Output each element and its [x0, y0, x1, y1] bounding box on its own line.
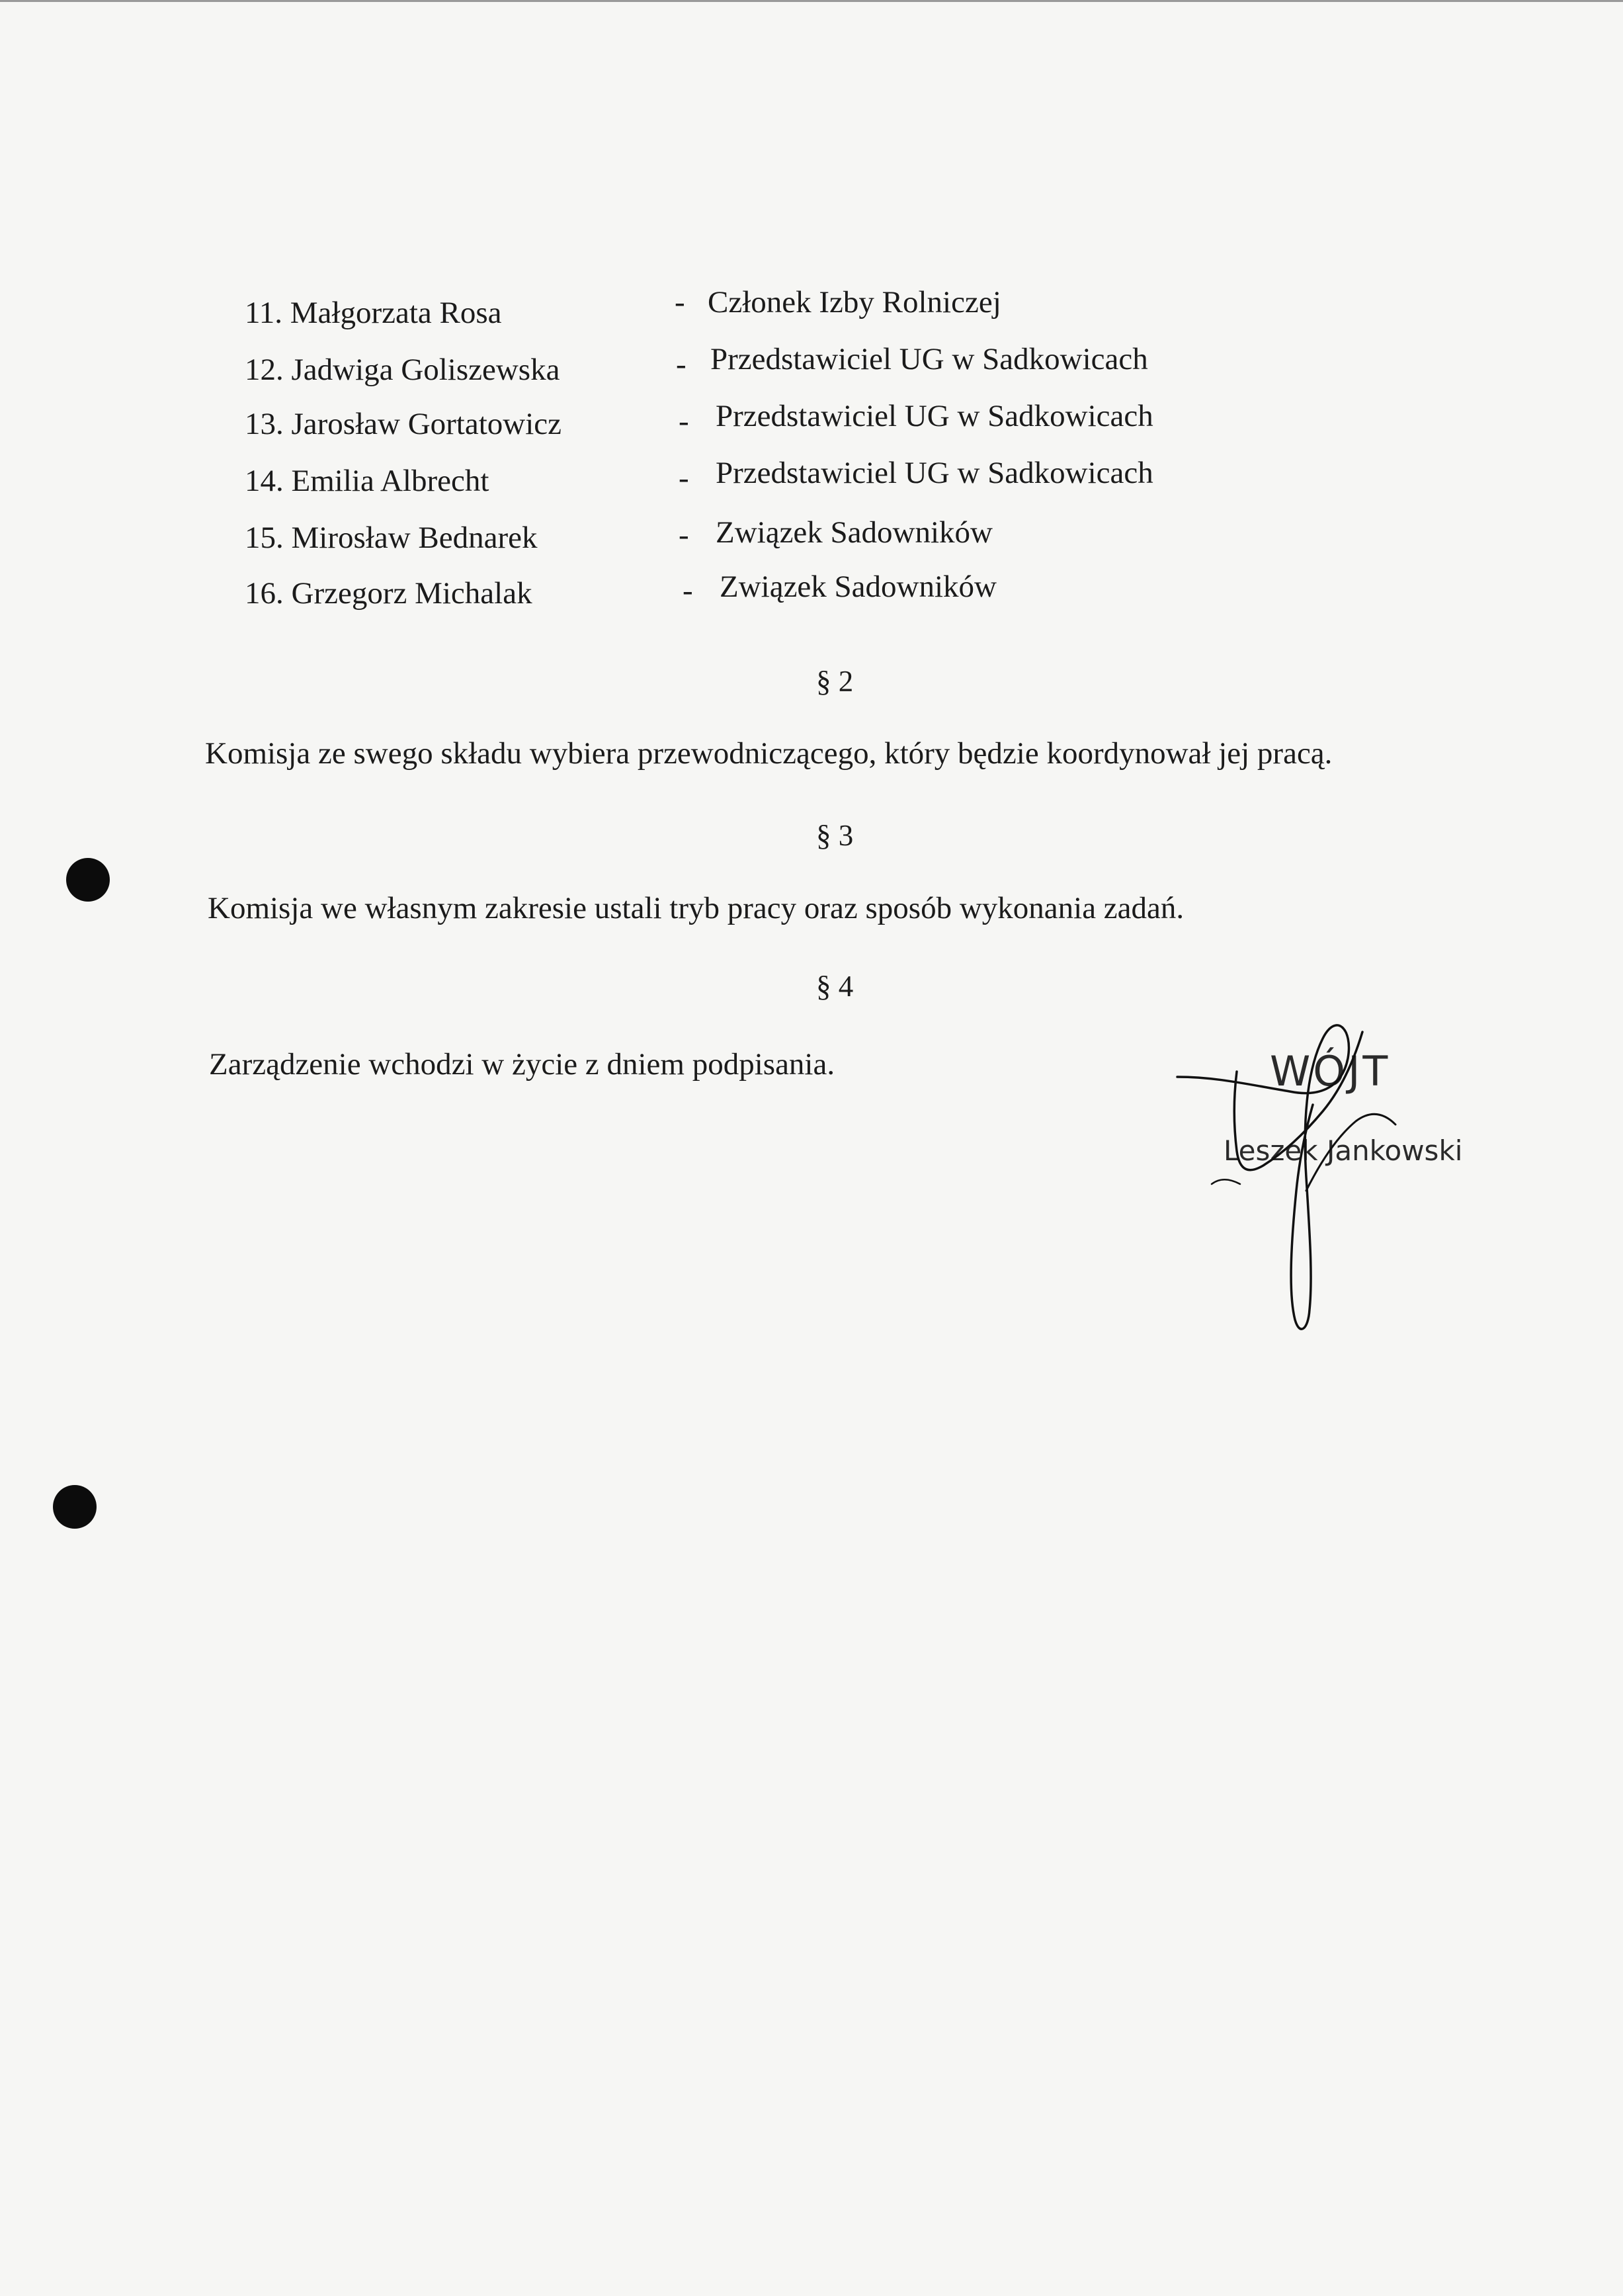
member-dash: -: [676, 347, 687, 382]
member-name: 13. Jarosław Gortatowicz: [245, 407, 562, 441]
section-3-heading: § 3: [816, 819, 854, 852]
member-name: 14. Emilia Albrecht: [245, 464, 489, 498]
punch-hole: [53, 1485, 97, 1529]
member-role: Związek Sadowników: [716, 515, 993, 550]
member-row: [245, 284, 1237, 341]
stamp-name: Leszek Jankowski: [1224, 1134, 1463, 1167]
member-dash: -: [683, 574, 693, 608]
member-name: 12. Jadwiga Goliszewska: [245, 353, 560, 387]
section-4-text: Zarządzenie wchodzi w życie z dniem podpisania.: [209, 1047, 835, 1082]
member-role: Przedstawiciel UG w Sadkowicach: [710, 342, 1148, 376]
member-row: [245, 569, 1237, 626]
member-role: Przedstawiciel UG w Sadkowicach: [716, 456, 1153, 490]
official-stamp: [1171, 992, 1463, 1349]
section-4-heading: § 4: [816, 970, 854, 1003]
member-name: 15. Mirosław Bednarek: [245, 521, 538, 555]
punch-hole: [66, 858, 110, 902]
member-row: [245, 341, 1237, 398]
stamp-title: WÓJT: [1270, 1047, 1391, 1095]
member-role: Przedstawiciel UG w Sadkowicach: [716, 399, 1153, 433]
member-dash: -: [679, 518, 689, 552]
section-2-text: Komisja ze swego składu wybiera przewodniczącego, który będzie koordynował jej pracą.: [205, 736, 1333, 771]
section-2-heading: § 2: [816, 665, 854, 698]
page-top-edge: [0, 0, 1623, 2]
member-dash: -: [675, 285, 685, 319]
member-row: [245, 512, 1237, 569]
section-3-text: Komisja we własnym zakresie ustali tryb pracy oraz sposób wykonania zadań.: [208, 891, 1185, 925]
signature-graphic: [1171, 992, 1448, 1349]
committee-member-list: [245, 284, 1237, 626]
member-dash: -: [679, 404, 689, 439]
member-row: [245, 398, 1237, 455]
member-dash: -: [679, 461, 689, 495]
member-role: Związek Sadowników: [720, 570, 997, 604]
member-row: [245, 455, 1237, 512]
member-name: 16. Grzegorz Michalak: [245, 576, 532, 611]
member-role: Członek Izby Rolniczej: [708, 285, 1001, 319]
member-name: 11. Małgorzata Rosa: [245, 296, 502, 330]
